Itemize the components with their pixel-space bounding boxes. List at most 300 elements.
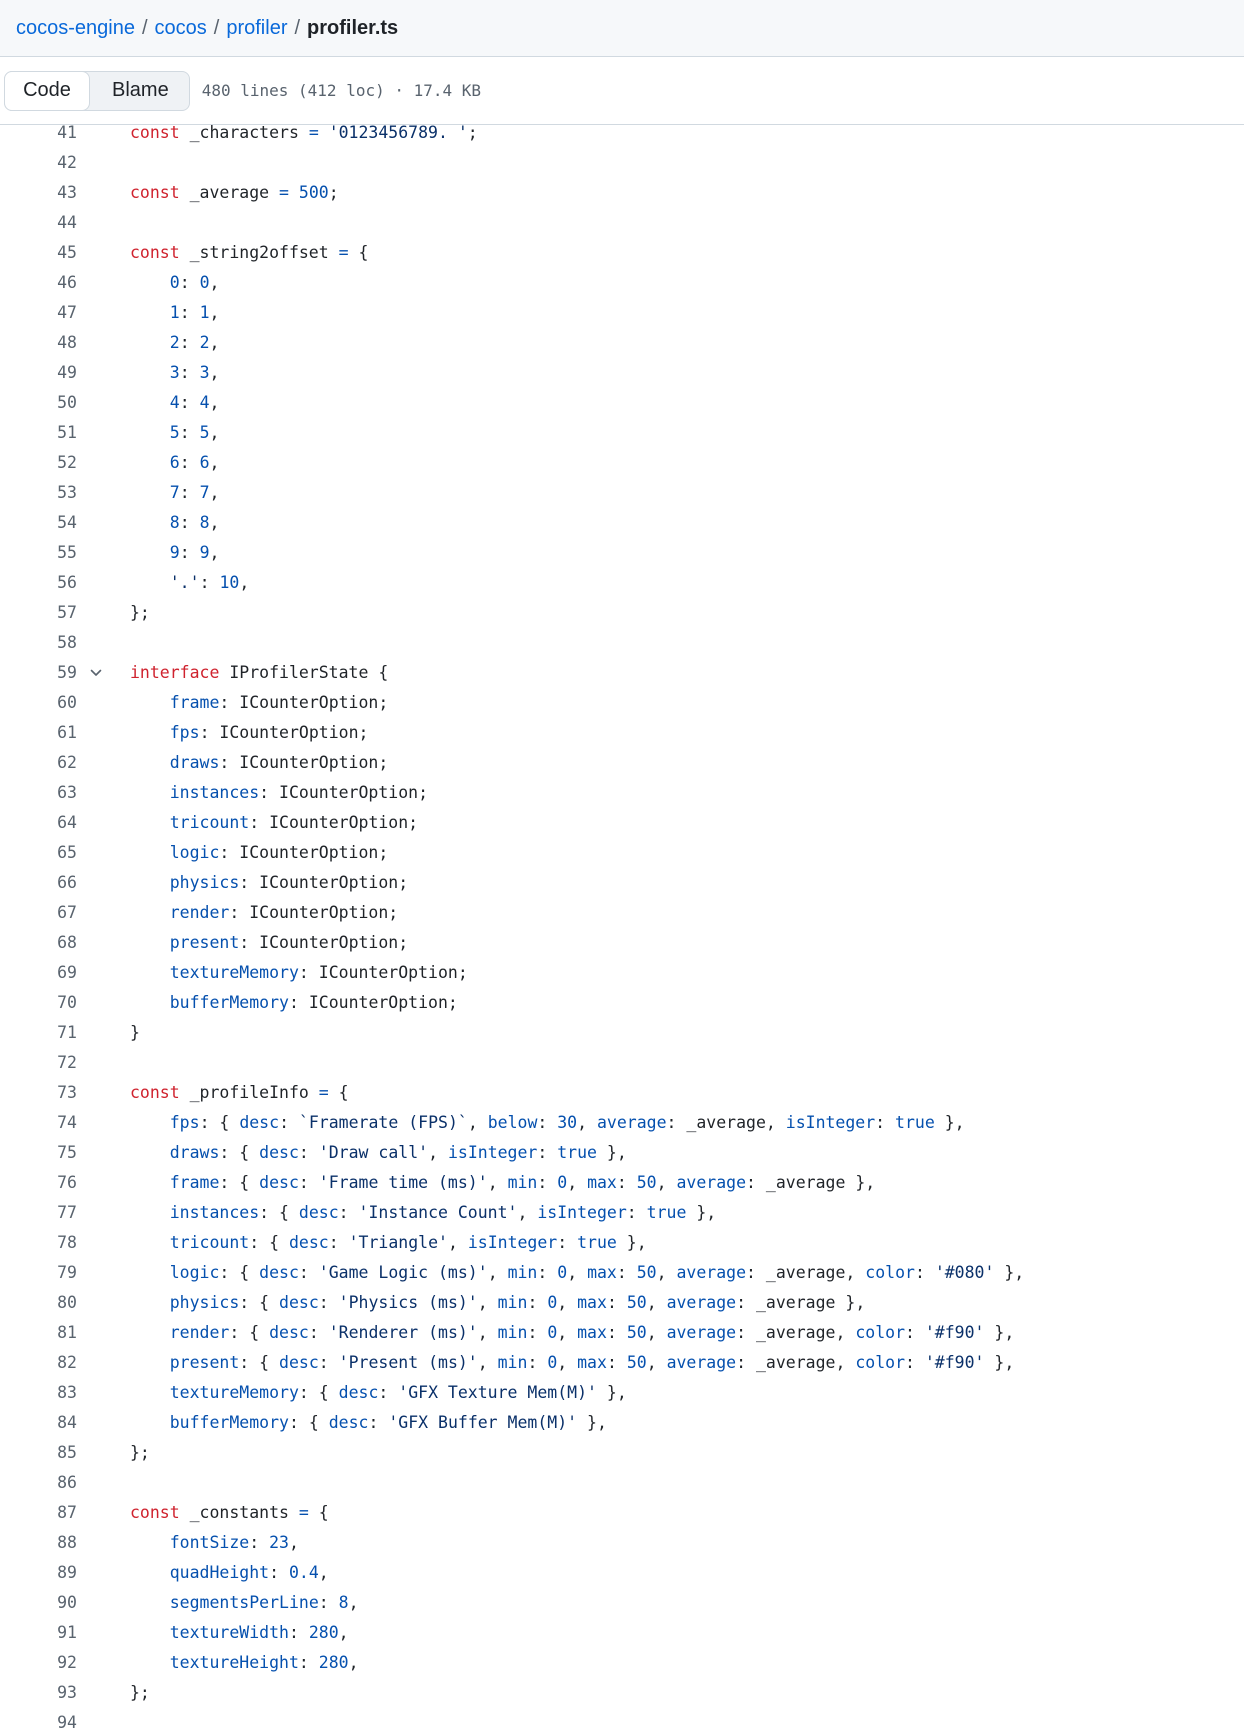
line-code [130, 268, 219, 298]
breadcrumb-folder-cocos-link[interactable]: cocos [154, 16, 207, 39]
line-number[interactable]: 73 [57, 1083, 77, 1102]
code-tab-button[interactable]: Code [4, 71, 90, 111]
code-token: { [348, 243, 369, 262]
line-number[interactable]: 47 [57, 303, 77, 322]
line-number[interactable]: 50 [57, 393, 77, 412]
code-token: : [288, 1623, 309, 1642]
code-token: , [646, 1353, 667, 1372]
line-number[interactable]: 77 [57, 1203, 77, 1222]
line-number[interactable]: 74 [57, 1113, 77, 1132]
code-token [130, 873, 170, 892]
line-number[interactable]: 64 [57, 813, 77, 832]
code-token: : ICounterOption; [288, 993, 458, 1012]
code-token: average [676, 1173, 747, 1192]
code-line [0, 1198, 1244, 1228]
line-code [130, 478, 219, 508]
code-token: : [606, 1353, 627, 1372]
code-token: : [527, 1353, 548, 1372]
code-token: : [318, 1293, 339, 1312]
code-token: }, [596, 1143, 627, 1162]
code-token: }, [686, 1203, 717, 1222]
line-number[interactable]: 60 [57, 693, 77, 712]
code-token: : ICounterOption; [229, 903, 399, 922]
code-token: , [557, 1353, 578, 1372]
line-code [130, 928, 408, 958]
code-token [130, 1233, 170, 1252]
line-number[interactable]: 71 [57, 1023, 77, 1042]
code-line [0, 358, 1244, 388]
code-line [0, 778, 1244, 808]
code-token: 'Renderer (ms)' [328, 1323, 478, 1342]
code-token [130, 393, 170, 412]
code-token: desc [239, 1113, 280, 1132]
code-listing[interactable] [0, 118, 1244, 1730]
code-token: : { [239, 1293, 280, 1312]
code-token: ; [328, 183, 339, 202]
code-token: }, [984, 1353, 1015, 1372]
line-number[interactable]: 48 [57, 333, 77, 352]
code-token: , [209, 273, 220, 292]
code-token: : [905, 1353, 925, 1372]
code-token: : { [219, 1143, 260, 1162]
code-token [130, 1623, 170, 1642]
code-token [130, 333, 170, 352]
line-code [130, 1378, 627, 1408]
code-token: : [298, 1263, 319, 1282]
code-token: average [597, 1113, 667, 1132]
code-line [0, 298, 1244, 328]
code-token [130, 1323, 170, 1342]
line-number[interactable]: 83 [57, 1383, 77, 1402]
code-token: : [179, 333, 200, 352]
line-code [130, 1138, 627, 1168]
line-number[interactable]: 78 [57, 1233, 77, 1252]
line-code [130, 448, 219, 478]
line-number[interactable]: 59 [57, 663, 77, 682]
line-number[interactable]: 57 [57, 603, 77, 622]
code-token: _constants [179, 1503, 299, 1522]
breadcrumb-separator: / [141, 16, 148, 39]
code-token: 4 [169, 393, 180, 412]
code-token: const [130, 243, 180, 262]
code-token: : [249, 1533, 270, 1552]
line-number[interactable]: 52 [57, 453, 77, 472]
line-number[interactable]: 67 [57, 903, 77, 922]
line-number[interactable]: 92 [57, 1653, 77, 1672]
code-token [130, 363, 170, 382]
line-code [130, 1168, 875, 1198]
code-token: bufferMemory [169, 1413, 289, 1432]
line-number[interactable]: 61 [57, 723, 77, 742]
line-number[interactable]: 49 [57, 363, 77, 382]
code-token: true [646, 1203, 687, 1222]
line-code [130, 1198, 716, 1228]
line-code [130, 1228, 647, 1258]
line-code [130, 958, 468, 988]
code-token: : [199, 573, 220, 592]
line-code [130, 1588, 359, 1618]
code-token: min [497, 1293, 528, 1312]
code-line [0, 1288, 1244, 1318]
code-token: max [577, 1323, 607, 1342]
code-token: 7 [169, 483, 180, 502]
line-code [130, 598, 150, 628]
code-token: 10 [219, 573, 240, 592]
code-line [0, 1588, 1244, 1618]
code-token: : [179, 393, 200, 412]
code-token: render [169, 903, 230, 922]
code-token [130, 573, 170, 592]
breadcrumb [0, 0, 1244, 57]
code-token: : [318, 1353, 339, 1372]
line-number[interactable]: 91 [57, 1623, 77, 1642]
line-code [130, 658, 388, 688]
code-token: : [179, 363, 200, 382]
code-token: , [428, 1143, 448, 1162]
code-token: '#080' [934, 1263, 995, 1282]
line-number[interactable]: 84 [57, 1413, 77, 1432]
line-code [130, 538, 219, 568]
line-number[interactable]: 69 [57, 963, 77, 982]
code-token: , [209, 393, 220, 412]
code-token: render [169, 1323, 230, 1342]
line-number[interactable]: 42 [57, 153, 77, 172]
line-number[interactable]: 44 [57, 213, 77, 232]
line-number[interactable]: 46 [57, 273, 77, 292]
code-line [0, 1318, 1244, 1348]
line-number[interactable]: 53 [57, 483, 77, 502]
code-token: , [239, 573, 250, 592]
code-token: : { [199, 1113, 240, 1132]
line-code [130, 1678, 150, 1708]
code-line [0, 1708, 1244, 1730]
line-number[interactable]: 70 [57, 993, 77, 1012]
code-token: : [527, 1323, 548, 1342]
code-token: const [130, 123, 180, 142]
code-token: : [537, 1143, 558, 1162]
code-line [0, 328, 1244, 358]
line-number[interactable]: 94 [57, 1713, 77, 1730]
breadcrumb-folder-profiler-link[interactable]: profiler [226, 16, 288, 39]
code-token: : { [239, 1353, 280, 1372]
code-token: : ICounterOption; [249, 813, 419, 832]
code-token: 0 [547, 1353, 558, 1372]
line-number[interactable]: 80 [57, 1293, 77, 1312]
line-code [130, 328, 219, 358]
code-token [130, 1203, 170, 1222]
line-number[interactable]: 62 [57, 753, 77, 772]
code-token: present [169, 1353, 240, 1372]
code-token: : [368, 1413, 389, 1432]
code-token: ; [467, 123, 478, 142]
code-token: : _average, [746, 1263, 866, 1282]
code-token: : [537, 1173, 558, 1192]
line-code [130, 1648, 359, 1678]
code-token [130, 993, 170, 1012]
blame-tab-button[interactable]: Blame [90, 72, 189, 110]
code-token: frame [169, 693, 220, 712]
line-code [130, 898, 398, 928]
line-code [130, 718, 368, 748]
line-code [130, 1018, 140, 1048]
code-token: : { [288, 1413, 329, 1432]
code-token: physics [169, 1293, 240, 1312]
line-code [130, 1258, 1024, 1288]
code-token: segmentsPerLine [169, 1593, 319, 1612]
code-token: , [477, 1323, 498, 1342]
code-token [319, 123, 329, 142]
code-token: , [646, 1323, 667, 1342]
line-number[interactable]: 90 [57, 1593, 77, 1612]
code-token: : [298, 1173, 319, 1192]
code-token: frame [169, 1173, 220, 1192]
code-token: , [646, 1293, 667, 1312]
code-token: average [666, 1323, 737, 1342]
line-code [130, 358, 219, 388]
code-token: isInteger [537, 1203, 627, 1222]
code-token: : { [259, 1203, 299, 1222]
code-token: : ICounterOption; [239, 873, 409, 892]
code-token: : ICounterOption; [199, 723, 369, 742]
code-token: max [577, 1353, 607, 1372]
code-token: bufferMemory [169, 993, 289, 1012]
code-token: 8 [199, 513, 210, 532]
breadcrumb-repo-link[interactable]: cocos-engine [16, 16, 135, 39]
code-token: 0 [547, 1293, 558, 1312]
code-token: 50 [626, 1353, 647, 1372]
code-token [130, 963, 170, 982]
line-number[interactable]: 56 [57, 573, 77, 592]
code-token: : [179, 273, 200, 292]
code-line [0, 898, 1244, 928]
code-line [0, 868, 1244, 898]
line-number[interactable]: 76 [57, 1173, 77, 1192]
code-line [0, 1228, 1244, 1258]
code-token: : { [298, 1383, 339, 1402]
code-token: fps [169, 1113, 200, 1132]
code-token: average [676, 1263, 747, 1282]
code-token: , [656, 1263, 677, 1282]
code-token [130, 273, 170, 292]
view-mode-toggle [4, 71, 190, 111]
code-token: = [308, 123, 319, 142]
code-token: desc [338, 1383, 379, 1402]
code-token: : [279, 1113, 299, 1132]
code-token: : [606, 1293, 627, 1312]
line-number[interactable]: 89 [57, 1563, 77, 1582]
code-token: , [567, 1263, 588, 1282]
code-token [130, 693, 170, 712]
code-token: 6 [169, 453, 180, 472]
code-line [0, 1468, 1244, 1498]
line-code [130, 1288, 865, 1318]
code-line [0, 1528, 1244, 1558]
code-token: 7 [199, 483, 210, 502]
line-number[interactable]: 88 [57, 1533, 77, 1552]
code-token: : [318, 1593, 339, 1612]
code-token: color [855, 1353, 905, 1372]
code-line [0, 148, 1244, 178]
code-token: interface [130, 663, 220, 682]
code-token: textureWidth [169, 1623, 289, 1642]
line-number[interactable]: 58 [57, 633, 77, 652]
code-token: : [626, 1203, 647, 1222]
code-line [0, 1438, 1244, 1468]
code-token: , [209, 303, 220, 322]
code-token: 0 [557, 1173, 568, 1192]
code-token [130, 1653, 170, 1672]
code-token: 'Instance Count' [358, 1203, 518, 1222]
line-number[interactable]: 79 [57, 1263, 77, 1282]
line-number[interactable]: 41 [57, 123, 77, 142]
code-token: : ICounterOption; [219, 693, 389, 712]
line-number[interactable]: 51 [57, 423, 77, 442]
code-token [130, 783, 170, 802]
code-token: 0 [169, 273, 180, 292]
code-token: logic [169, 843, 220, 862]
code-line [0, 1168, 1244, 1198]
code-token: desc [298, 1203, 339, 1222]
code-token [130, 543, 170, 562]
code-line [0, 118, 1244, 148]
code-token [130, 303, 170, 322]
code-line [0, 688, 1244, 718]
code-line [0, 1408, 1244, 1438]
code-token: : ICounterOption; [219, 843, 389, 862]
code-line [0, 208, 1244, 238]
code-token: min [507, 1173, 538, 1192]
code-token: 8 [169, 513, 180, 532]
line-number[interactable]: 43 [57, 183, 77, 202]
code-token: : [298, 1143, 319, 1162]
code-token: : [557, 1233, 578, 1252]
code-token [130, 1263, 170, 1282]
code-token: desc [259, 1263, 299, 1282]
code-token [130, 813, 170, 832]
code-token [130, 1593, 170, 1612]
code-token: 9 [199, 543, 210, 562]
line-number[interactable]: 85 [57, 1443, 77, 1462]
code-token: 'Draw call' [318, 1143, 429, 1162]
line-number[interactable]: 75 [57, 1143, 77, 1162]
code-token: : ICounterOption; [298, 963, 468, 982]
line-number[interactable]: 54 [57, 513, 77, 532]
code-token [130, 1383, 170, 1402]
line-number[interactable]: 55 [57, 543, 77, 562]
line-code [130, 748, 388, 778]
code-token: '#f90' [924, 1323, 985, 1342]
code-line [0, 598, 1244, 628]
code-token: : [179, 453, 200, 472]
line-number[interactable]: 66 [57, 873, 77, 892]
line-number[interactable]: 72 [57, 1053, 77, 1072]
code-token: tricount [169, 1233, 250, 1252]
code-token: 2 [169, 333, 180, 352]
code-token: { [328, 1083, 349, 1102]
code-token: , [567, 1173, 588, 1192]
code-token: 280 [318, 1653, 349, 1672]
code-token: , [209, 363, 220, 382]
code-token [130, 483, 170, 502]
code-token [130, 1143, 170, 1162]
code-line [0, 628, 1244, 658]
line-number[interactable]: 45 [57, 243, 77, 262]
code-token: desc [279, 1293, 319, 1312]
line-number[interactable]: 86 [57, 1473, 77, 1492]
line-code [130, 178, 339, 208]
code-token: , [477, 1353, 498, 1372]
code-token: 280 [308, 1623, 339, 1642]
code-token: , [577, 1113, 597, 1132]
code-token: , [209, 483, 220, 502]
code-line [0, 658, 1244, 688]
line-code [130, 508, 219, 538]
chevron-down-icon[interactable] [90, 667, 102, 679]
line-code [130, 1618, 349, 1648]
line-number[interactable]: 81 [57, 1323, 77, 1342]
code-token: logic [169, 1263, 220, 1282]
code-token [130, 1413, 170, 1432]
code-token: : [537, 1113, 558, 1132]
code-token: = [318, 1083, 329, 1102]
line-number[interactable]: 93 [57, 1683, 77, 1702]
code-token: min [497, 1323, 528, 1342]
code-token [130, 453, 170, 472]
code-token: 50 [626, 1323, 647, 1342]
line-number[interactable]: 82 [57, 1353, 77, 1372]
code-token [130, 843, 170, 862]
code-token: , [288, 1533, 299, 1552]
line-number[interactable]: 68 [57, 933, 77, 952]
line-code [130, 1408, 607, 1438]
code-token: 50 [626, 1293, 647, 1312]
code-token: instances [169, 783, 260, 802]
code-token: desc [279, 1353, 319, 1372]
line-number[interactable]: 87 [57, 1503, 77, 1522]
code-token: 'GFX Buffer Mem(M)' [388, 1413, 578, 1432]
code-token: : { [219, 1173, 260, 1192]
code-token: : ICounterOption; [219, 753, 389, 772]
line-code [130, 1558, 329, 1588]
code-token: max [587, 1263, 617, 1282]
code-token: : [914, 1263, 935, 1282]
code-line [0, 928, 1244, 958]
code-token: 'Frame time (ms)' [318, 1173, 488, 1192]
code-token: , [557, 1293, 578, 1312]
code-token: = [338, 243, 349, 262]
code-token: : [298, 1653, 319, 1672]
code-token: 5 [169, 423, 180, 442]
code-token: : [616, 1263, 637, 1282]
code-token [130, 933, 170, 952]
code-token: 9 [169, 543, 180, 562]
code-token: instances [169, 1203, 260, 1222]
line-number[interactable]: 65 [57, 843, 77, 862]
code-token: below [487, 1113, 538, 1132]
code-token: '0123456789. ' [328, 123, 468, 142]
code-token: }, [596, 1383, 627, 1402]
line-code [130, 568, 249, 598]
code-token: : [616, 1173, 637, 1192]
code-token: , [209, 513, 220, 532]
code-token: : [378, 1383, 399, 1402]
code-token: : [338, 1203, 359, 1222]
line-code [130, 1108, 965, 1138]
code-token: 0.4 [288, 1563, 319, 1582]
code-token: , [447, 1233, 468, 1252]
line-number[interactable]: 63 [57, 783, 77, 802]
code-token: }; [130, 1683, 150, 1702]
